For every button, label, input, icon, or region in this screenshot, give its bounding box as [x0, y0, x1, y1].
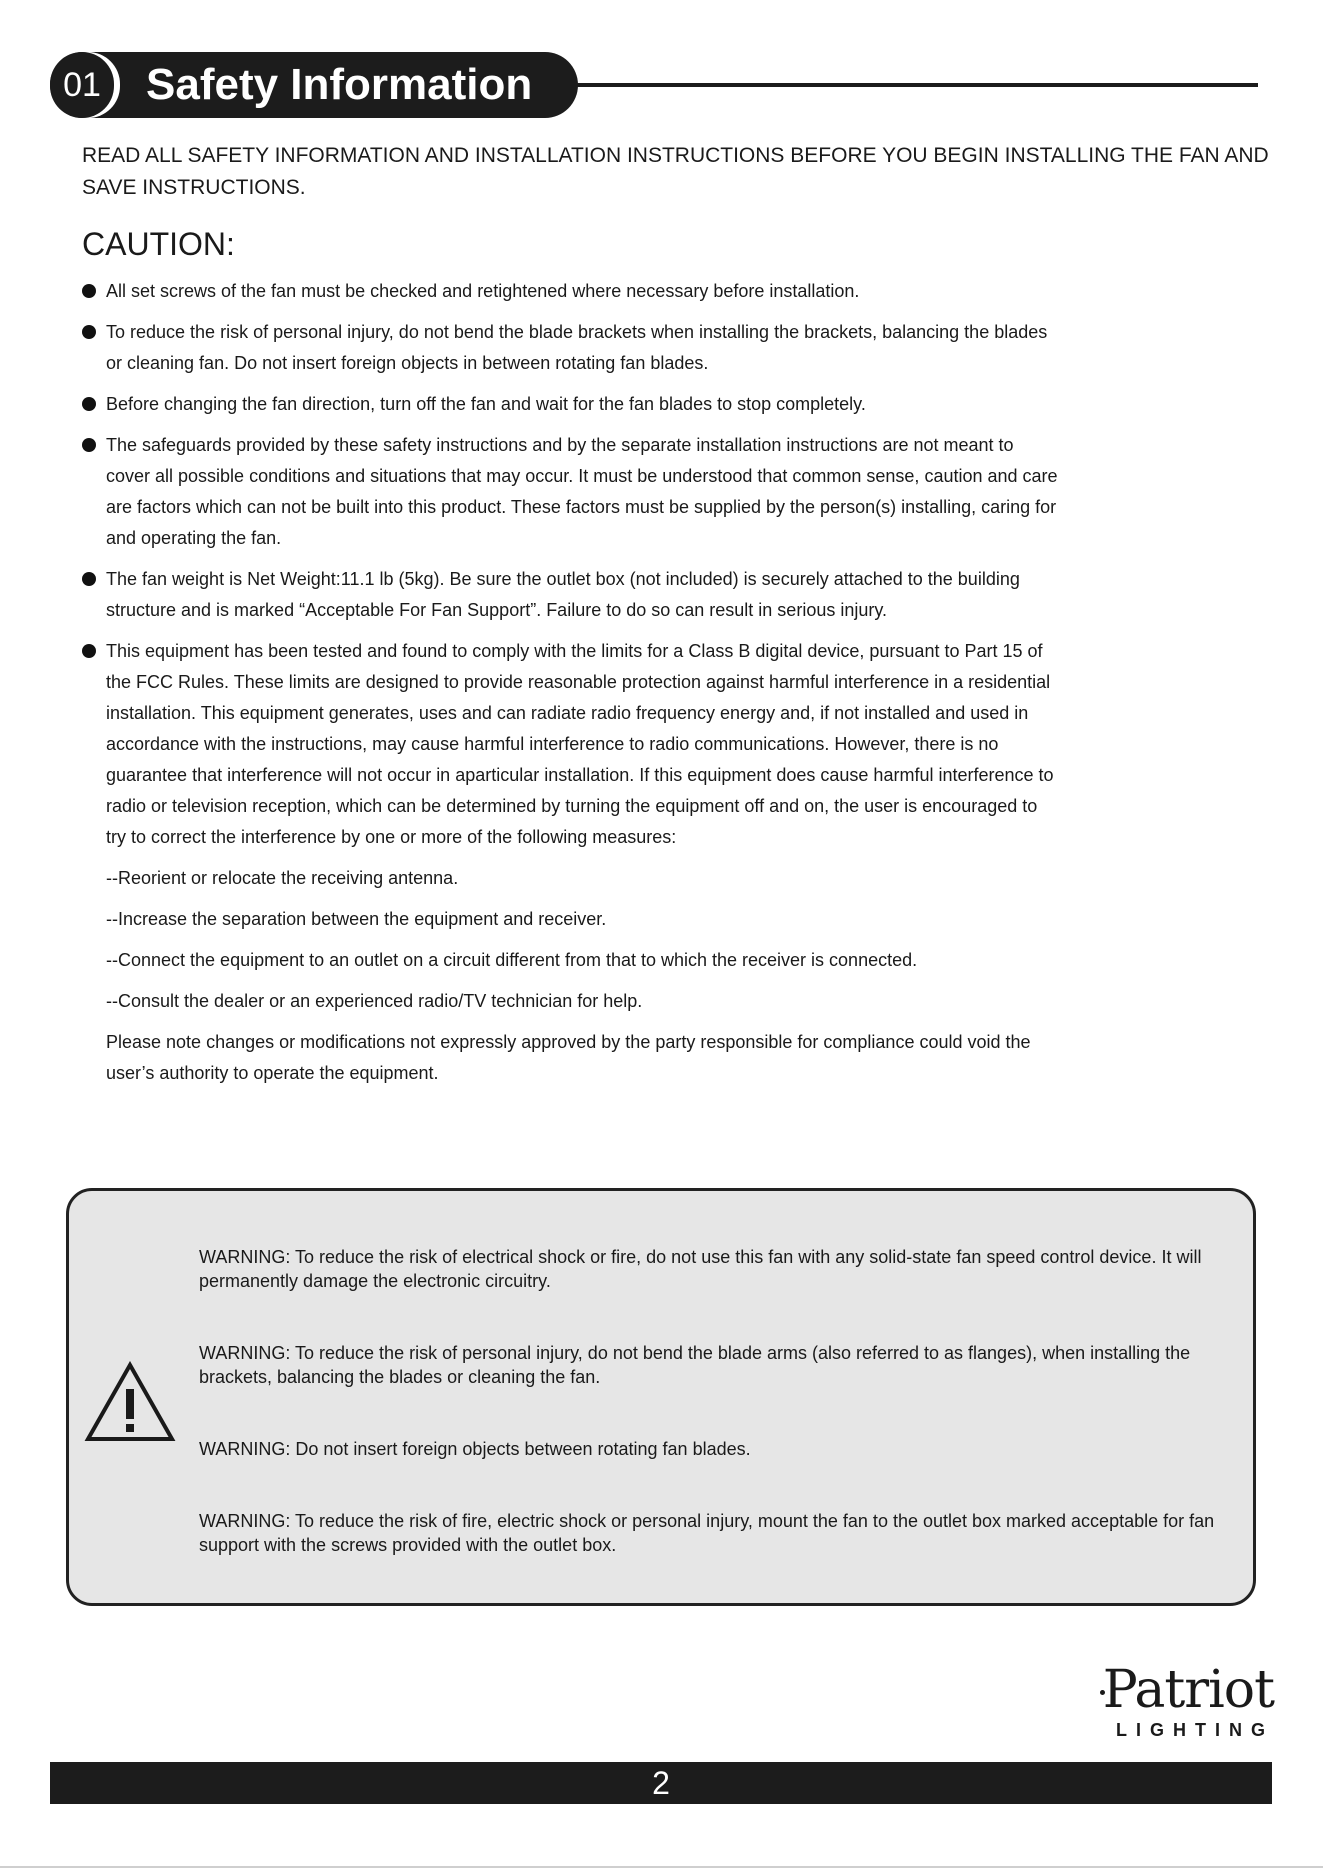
bullet-icon	[82, 644, 96, 658]
caution-item	[82, 317, 1062, 379]
caution-list	[82, 276, 1062, 1099]
logo-wordmark: Patriot	[1102, 1660, 1274, 1720]
page-title: Safety Information	[146, 60, 533, 109]
measure-item: --Consult the dealer or an experienced radio/TV technician for help.	[106, 991, 643, 1011]
compliance-notice: Please note changes or modifications not expressly approved by the party responsible for compliance could void the user’s authority to operate the equipment.	[106, 1032, 1031, 1083]
caution-item-text: To reduce the risk of personal injury, do not bend the blade brackets when installing the brackets, balancing the blades or cleaning fan. Do not insert foreign objects in between rotating fan blades.	[106, 322, 1048, 373]
warning-item: WARNING: To reduce the risk of fire, electric shock or personal injury, mount the fan to the outlet box marked acceptable for fan support with the screws provided with the outlet box.	[199, 1511, 1215, 1555]
intro-text: READ ALL SAFETY INFORMATION AND INSTALLATION INSTRUCTIONS BEFORE YOU BEGIN INSTALLING THE FAN AND SAVE INSTRUCTIONS.	[82, 144, 1269, 199]
caution-item-text: The safeguards provided by these safety instructions and by the separate installation instructions are not meant to cover all possible conditions and situations that may occur. It must be understood that common sense, caution and care are factors which can not be built into this product. These factors must be supplied by the person(s) installing, caring for and operating the fan.	[106, 435, 1058, 548]
caution-heading: CAUTION:	[82, 226, 235, 262]
bullet-icon	[82, 572, 96, 586]
caution-item-text: All set screws of the fan must be checked and retightened where necessary before installation.	[106, 281, 860, 301]
patriot-lighting-logo	[1094, 1662, 1274, 1744]
caution-item-text: Before changing the fan direction, turn off the fan and wait for the fan blades to stop completely.	[106, 394, 866, 414]
caution-item-text: The fan weight is Net Weight:11.1 lb (5kg). Be sure the outlet box (not included) is securely attached to the building structure and is marked “Acceptable For Fan Support”. Failure to do so can result in serious injury.	[106, 569, 1020, 620]
caution-item	[82, 389, 1062, 420]
measure-item: --Reorient or relocate the receiving antenna.	[106, 868, 459, 888]
bullet-icon	[82, 438, 96, 452]
page-number: 2	[652, 1765, 670, 1801]
header-rule	[570, 83, 1258, 87]
caution-item	[82, 636, 1062, 1089]
warning-list	[199, 1245, 1239, 1605]
caution-item	[82, 564, 1062, 626]
caution-item	[82, 276, 1062, 307]
logo-subtitle: LIGHTING	[1116, 1720, 1274, 1740]
warning-item: WARNING: To reduce the risk of personal injury, do not bend the blade arms (also referred to as flanges), when installing the brackets, balancing the blades or cleaning the fan.	[199, 1343, 1191, 1387]
section-number: 01	[50, 52, 114, 118]
bullet-icon	[82, 284, 96, 298]
bullet-icon	[82, 397, 96, 411]
caution-item	[82, 430, 1062, 554]
warning-item: WARNING: To reduce the risk of electrical shock or fire, do not use this fan with any solid-state fan speed control device. It will permanently damage the electronic circuitry.	[199, 1247, 1202, 1291]
bullet-icon	[82, 325, 96, 339]
warning-triangle-icon	[84, 1361, 176, 1443]
warning-item: WARNING: Do not insert foreign objects between rotating fan blades.	[199, 1439, 751, 1459]
measure-item: --Connect the equipment to an outlet on a circuit different from that to which the receiver is connected.	[106, 950, 918, 970]
bottom-rule	[0, 1866, 1323, 1868]
warning-box	[66, 1188, 1256, 1606]
footer-bar	[50, 1762, 1272, 1804]
measure-item: --Increase the separation between the equipment and receiver.	[106, 909, 607, 929]
section-header	[50, 52, 1210, 118]
caution-item-text: This equipment has been tested and found to comply with the limits for a Class B digital device, pursuant to Part 15 of the FCC Rules. These limits are designed to provide reasonable protection against harmful interference in a residential installation. This equipment generates, uses and can radiate radio frequency energy and, if not installed and used in accordance with the instructions, may cause harmful interference to radio communications. However, there is no guarantee that interference will not occur in aparticular installation. If this equipment does cause harmful interference to radio or television reception, which can be determined by turning the equipment off and on, the user is encouraged to try to correct the interference by one or more of the following measures:	[106, 641, 1054, 847]
